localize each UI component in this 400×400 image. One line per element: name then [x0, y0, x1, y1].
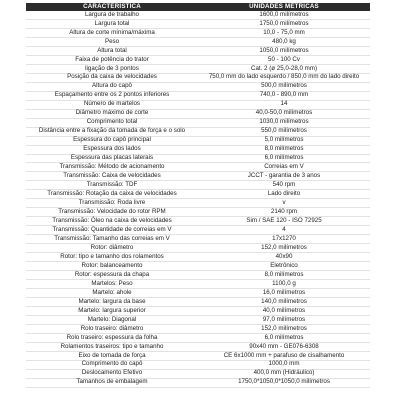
table-row — [26, 342, 370, 351]
table-row — [26, 190, 370, 199]
characteristic-cell: Rolo traseiro: espessura da folha — [26, 333, 198, 342]
table-row — [26, 37, 370, 46]
table-row — [26, 262, 370, 271]
characteristic-cell: Martelo: ahole — [26, 289, 198, 298]
characteristic-cell: Transmissão: Caixa de velocidades — [26, 172, 198, 181]
metric-value-cell: 152,0 milímetros — [198, 244, 370, 253]
characteristic-cell: Rolo traseiro: diâmetro — [26, 324, 198, 333]
metric-value-cell: 1030,0 milímetros — [198, 118, 370, 127]
metric-value-cell: 152,0 milímetros — [198, 324, 370, 333]
table-row — [26, 271, 370, 280]
characteristic-cell: Rotor: balanceamento — [26, 262, 198, 271]
specifications-body — [26, 11, 370, 387]
characteristic-cell: Transmissão: Tamanho das correias em V — [26, 235, 198, 244]
table-row — [26, 208, 370, 217]
characteristic-cell: Martelo: Diagonal — [26, 315, 198, 324]
table-row — [26, 360, 370, 369]
characteristic-cell: ligação de 3 pontos — [26, 64, 198, 73]
metric-value-cell: 740,0 - 890,0 mm — [198, 91, 370, 100]
table-row — [26, 324, 370, 333]
metric-value-cell: 90x40 mm - GE076-6308 — [198, 342, 370, 351]
metric-value-cell: 16,0 milímetros — [198, 289, 370, 298]
table-row — [26, 378, 370, 387]
characteristic-cell: Altura do capô — [26, 82, 198, 91]
table-row — [26, 64, 370, 73]
characteristic-cell: Comprimento total — [26, 118, 198, 127]
metric-value-cell: 2140 rpm — [198, 208, 370, 217]
table-row — [26, 11, 370, 19]
table-row — [26, 82, 370, 91]
characteristic-cell: Transmissão: Método de acionamento — [26, 163, 198, 172]
characteristic-cell: Transmissão: Óleo na caixa de velocidades — [26, 217, 198, 226]
metric-value-cell: 6,0 milímetros — [198, 154, 370, 163]
table-row — [26, 315, 370, 324]
characteristic-cell: Deslocamento Efetivo — [26, 369, 198, 378]
characteristic-cell: Espessura dos lados — [26, 145, 198, 154]
header-metric-units: UNIDADES MÉTRICAS — [198, 3, 370, 11]
characteristic-cell: Peso — [26, 37, 198, 46]
metric-value-cell: 8,0 milímetros — [198, 271, 370, 280]
metric-value-cell: 1750,0*1050,0*1050,0 milímetros — [198, 378, 370, 387]
characteristic-cell: Rotor: diâmetro — [26, 244, 198, 253]
table-row — [26, 163, 370, 172]
characteristic-cell: Martelo: largura da base — [26, 298, 198, 307]
table-row — [26, 19, 370, 28]
spec-sheet — [26, 3, 370, 388]
characteristic-cell: Transmissão: Roda livre — [26, 199, 198, 208]
metric-value-cell: Cat. 2 (ø 25,0-28,0 mm) — [198, 64, 370, 73]
characteristic-cell: Número de martelos — [26, 100, 198, 109]
metric-value-cell: 550,0 milímetros — [198, 127, 370, 136]
characteristic-cell: Espessura do capô principal — [26, 136, 198, 145]
metric-value-cell: 500,0 milímetros — [198, 82, 370, 91]
table-row — [26, 369, 370, 378]
table-row — [26, 28, 370, 37]
metric-value-cell: 40,0-50,0 milímetros — [198, 109, 370, 118]
metric-value-cell: Eletrônico — [198, 262, 370, 271]
table-row — [26, 199, 370, 208]
table-row — [26, 172, 370, 181]
metric-value-cell: 10,0 - 75,0 mm — [198, 28, 370, 37]
table-row — [26, 253, 370, 262]
table-row — [26, 289, 370, 298]
metric-value-cell: Sim / SAE 120 - ISO 72925 — [198, 217, 370, 226]
metric-value-cell: 480,0 kg — [198, 37, 370, 46]
metric-value-cell: 1600,0 milímetros — [198, 11, 370, 19]
table-row — [26, 181, 370, 190]
metric-value-cell: 1000,0 mm — [198, 360, 370, 369]
table-row — [26, 226, 370, 235]
metric-value-cell: 97,0 milímetros — [198, 315, 370, 324]
metric-value-cell: 4 — [198, 226, 370, 235]
characteristic-cell: Largura total — [26, 19, 198, 28]
characteristic-cell: Martelo: largura superior — [26, 306, 198, 315]
table-row — [26, 91, 370, 100]
characteristic-cell: Transmissão: TDF — [26, 181, 198, 190]
metric-value-cell: 8,0 milímetros — [198, 145, 370, 154]
metric-value-cell: 540 rpm — [198, 181, 370, 190]
metric-value-cell: 14 — [198, 100, 370, 109]
table-row — [26, 118, 370, 127]
characteristic-cell: Posição da caixa de velocidades — [26, 73, 198, 82]
characteristic-cell: Faixa de potência do trator — [26, 55, 198, 64]
characteristic-cell: Transmissão: Rotação da caixa de velocidades — [26, 190, 198, 199]
table-row — [26, 333, 370, 342]
metric-value-cell: 40x90 — [198, 253, 370, 262]
metric-value-cell: Correias em V — [198, 163, 370, 172]
header-characteristic: CARACTERÍSTICA — [26, 3, 198, 11]
characteristic-cell: Diâmetro máximo de corte — [26, 109, 198, 118]
characteristic-cell: Rotor: espessura da chapa — [26, 271, 198, 280]
table-row — [26, 306, 370, 315]
metric-value-cell: 17x1270 — [198, 235, 370, 244]
metric-value-cell: 1750,0 milímetros — [198, 19, 370, 28]
table-row — [26, 46, 370, 55]
table-row — [26, 280, 370, 289]
specifications-table — [26, 3, 370, 388]
metric-value-cell: JCCT - garantia de 3 anos — [198, 172, 370, 181]
metric-value-cell: 400,0 mm (Hidráulico) — [198, 369, 370, 378]
metric-value-cell: v — [198, 199, 370, 208]
characteristic-cell: Largura de trabalho — [26, 11, 198, 19]
table-row — [26, 55, 370, 64]
table-row — [26, 136, 370, 145]
characteristic-cell: Altura de corte mínima/máxima — [26, 28, 198, 37]
characteristic-cell: Eixo de tomada de força — [26, 351, 198, 360]
table-header-row — [26, 3, 370, 11]
characteristic-cell: Transmissão: Velocidade do rotor RPM — [26, 208, 198, 217]
characteristic-cell: Comprimento do capô — [26, 360, 198, 369]
metric-value-cell: 40,0 milímetros — [198, 306, 370, 315]
characteristic-cell: Altura total — [26, 46, 198, 55]
metric-value-cell: CE 6x1000 mm + parafuso de cisalhamento — [198, 351, 370, 360]
metric-value-cell: 6,0 milímetros — [198, 333, 370, 342]
characteristic-cell: Rotor: tipo e tamanho dos rolamentos — [26, 253, 198, 262]
table-row — [26, 244, 370, 253]
table-row — [26, 217, 370, 226]
metric-value-cell: 140,0 milímetros — [198, 298, 370, 307]
characteristic-cell: Martelos: Peso — [26, 280, 198, 289]
characteristic-cell: Transmissão: Quantidade de correias em V — [26, 226, 198, 235]
characteristic-cell: Rolamentos traseiros: tipo e tamanho — [26, 342, 198, 351]
table-row — [26, 298, 370, 307]
characteristic-cell: Tamanhos de embalagem — [26, 378, 198, 387]
characteristic-cell: Espessura das placas laterais — [26, 154, 198, 163]
table-row — [26, 154, 370, 163]
table-row — [26, 127, 370, 136]
metric-value-cell: 50 - 100 Cv — [198, 55, 370, 64]
characteristic-cell: Distância entre a fixação da tomada de força e o solo — [26, 127, 198, 136]
metric-value-cell: 1050,0 milímetros — [198, 46, 370, 55]
table-row — [26, 145, 370, 154]
metric-value-cell: 5,0 milímetros — [198, 136, 370, 145]
characteristic-cell: Espaçamento entre os 2 pontos inferiores — [26, 91, 198, 100]
table-row — [26, 73, 370, 82]
table-row — [26, 235, 370, 244]
table-row — [26, 351, 370, 360]
metric-value-cell: Lado direito — [198, 190, 370, 199]
table-row — [26, 109, 370, 118]
table-row — [26, 100, 370, 109]
metric-value-cell: 750,0 mm do lado esquerdo / 850,0 mm do lado direito — [198, 73, 370, 82]
metric-value-cell: 1100,0 g — [198, 280, 370, 289]
